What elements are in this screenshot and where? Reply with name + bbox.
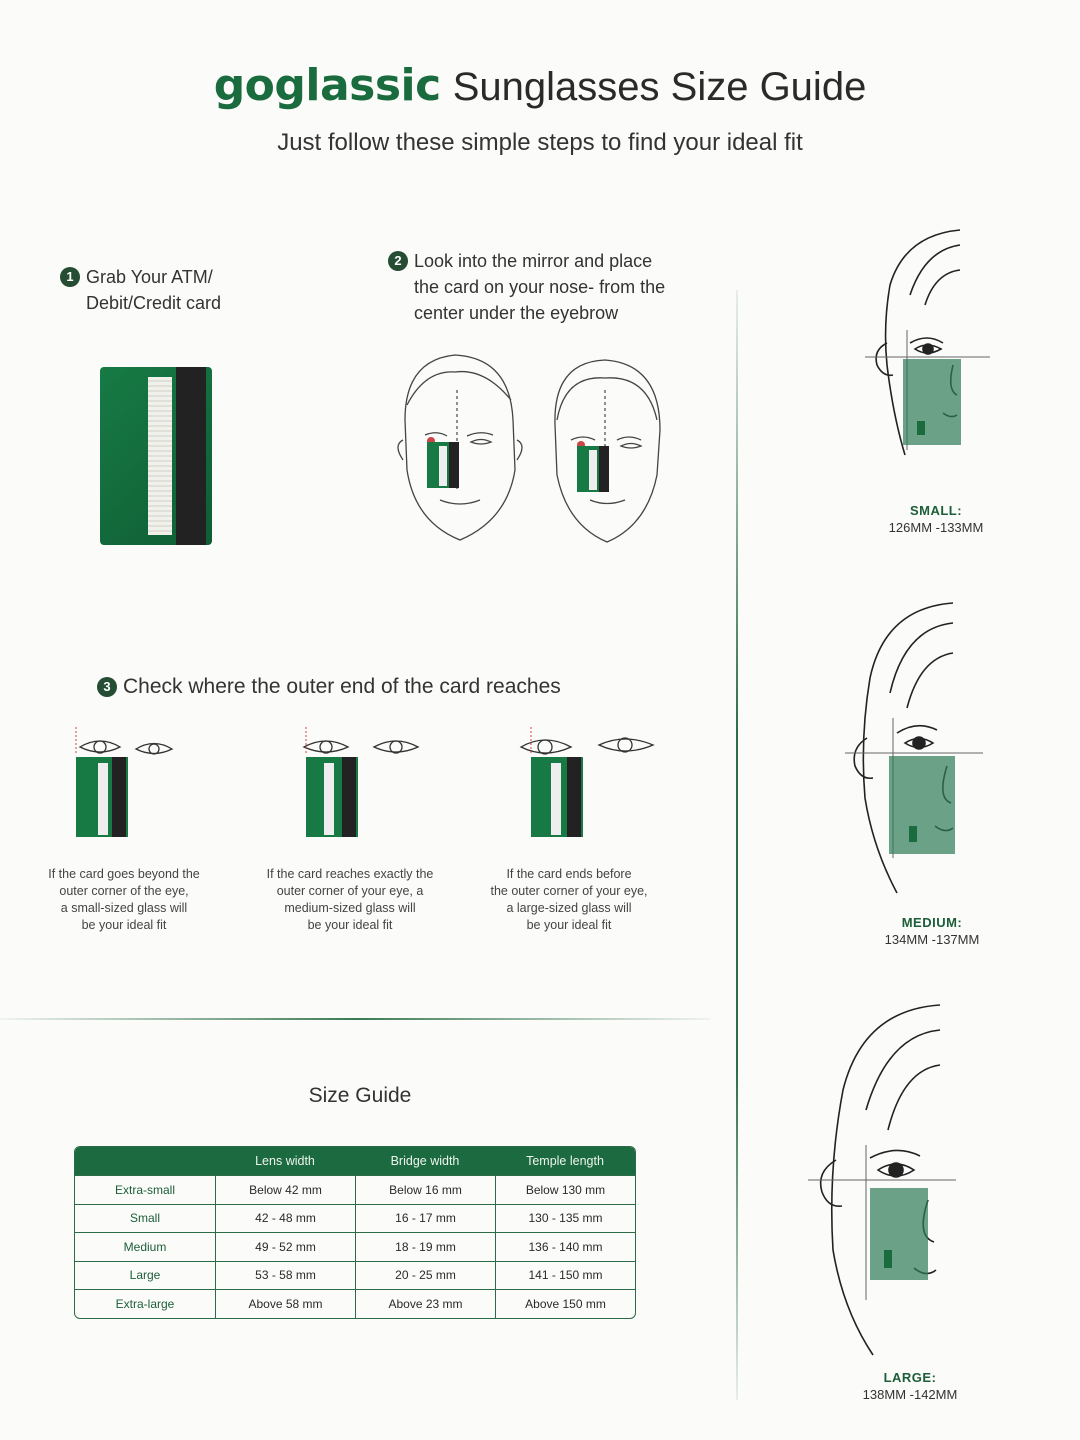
caption-medium-line-3: medium-sized glass will — [284, 901, 416, 915]
face-profile-small-illustration — [865, 225, 995, 465]
table-cell: 130 - 135 mm — [495, 1204, 635, 1233]
step-1-line-1: Grab Your ATM/ — [86, 267, 213, 287]
page-header — [0, 60, 1080, 157]
table-header-cell — [75, 1147, 215, 1175]
table-cell: 16 - 17 mm — [355, 1204, 495, 1233]
caption-medium-line-1: If the card reaches exactly the — [266, 867, 434, 881]
title-row — [0, 60, 1080, 111]
eye-check-medium-illustration — [290, 725, 430, 845]
table-cell: Small — [75, 1204, 215, 1233]
step-1-instruction — [60, 264, 280, 316]
step-3-number: 3 — [97, 677, 117, 697]
face-label-large — [830, 1370, 990, 1402]
face-size-range: 138MM -142MM — [862, 1387, 958, 1402]
table-cell: 20 - 25 mm — [355, 1261, 495, 1290]
caption-large-line-1: If the card ends before — [506, 867, 632, 881]
page-title: Sunglasses Size Guide — [452, 65, 867, 109]
step-1-line-2: Debit/Credit card — [86, 293, 222, 313]
table-cell: 136 - 140 mm — [495, 1232, 635, 1261]
step-3-line-1: Check where the outer end of the card reaches — [123, 675, 561, 698]
face-label-medium — [852, 915, 1012, 947]
table-row — [75, 1204, 635, 1233]
table-row — [75, 1261, 635, 1290]
table-cell: Extra-large — [75, 1289, 215, 1318]
caption-medium — [250, 866, 450, 934]
face-size-name: SMALL: — [909, 503, 963, 518]
table-row — [75, 1232, 635, 1261]
table-row — [75, 1175, 635, 1204]
table-header-row — [75, 1147, 635, 1175]
brand-logo: goglassic — [213, 60, 441, 111]
table-cell: Large — [75, 1261, 215, 1290]
caption-large-line-4: be your ideal fit — [526, 918, 612, 932]
credit-card-illustration — [100, 367, 212, 545]
table-cell: Above 58 mm — [215, 1289, 355, 1318]
table-cell: 53 - 58 mm — [215, 1261, 355, 1290]
horizontal-divider — [0, 1018, 710, 1020]
step-2-line-3: center under the eyebrow — [414, 303, 619, 323]
caption-medium-line-4: be your ideal fit — [307, 918, 393, 932]
table-cell: Medium — [75, 1232, 215, 1261]
size-guide-table — [74, 1146, 636, 1319]
caption-medium-line-2: outer corner of your eye, a — [276, 884, 424, 898]
eye-check-small-illustration — [60, 725, 190, 845]
face-size-range: 126MM -133MM — [888, 520, 984, 535]
caption-small-line-1: If the card goes beyond the — [48, 867, 200, 881]
caption-small-line-4: be your ideal fit — [81, 918, 167, 932]
table-cell: Extra-small — [75, 1175, 215, 1204]
vertical-divider — [736, 290, 738, 1400]
caption-small-line-2: outer corner of the eye, — [59, 884, 189, 898]
face-size-range: 134MM -137MM — [884, 932, 980, 947]
faces-with-card-illustration — [385, 350, 685, 550]
table-cell: 18 - 19 mm — [355, 1232, 495, 1261]
size-guide-title: Size Guide — [308, 1084, 412, 1107]
step-1-number: 1 — [60, 267, 80, 287]
table-cell: Above 150 mm — [495, 1289, 635, 1318]
face-size-name: LARGE: — [883, 1370, 937, 1385]
caption-small — [24, 866, 224, 934]
step-3-instruction — [97, 674, 697, 700]
caption-large-line-2: the outer corner of your eye, — [490, 884, 648, 898]
table-cell: 42 - 48 mm — [215, 1204, 355, 1233]
table-cell: Below 130 mm — [495, 1175, 635, 1204]
table-cell: Above 23 mm — [355, 1289, 495, 1318]
table-cell: Below 42 mm — [215, 1175, 355, 1204]
step-2-line-1: Look into the mirror and place — [414, 251, 653, 271]
table-header-cell: Bridge width — [355, 1147, 495, 1175]
table-cell: 141 - 150 mm — [495, 1261, 635, 1290]
page-subtitle: Just follow these simple steps to find your ideal fit — [277, 129, 803, 156]
face-profile-medium-illustration — [845, 598, 985, 898]
face-size-name: MEDIUM: — [901, 915, 963, 930]
table-cell: Below 16 mm — [355, 1175, 495, 1204]
step-2-line-2: the card on your nose- from the — [414, 277, 666, 297]
face-label-small — [856, 503, 1016, 535]
table-header-cell: Lens width — [215, 1147, 355, 1175]
table-row — [75, 1289, 635, 1318]
table-cell: 49 - 52 mm — [215, 1232, 355, 1261]
step-2-number: 2 — [388, 251, 408, 271]
face-profile-large-illustration — [808, 1000, 958, 1360]
step-2-instruction — [388, 248, 708, 326]
table-header-cell: Temple length — [495, 1147, 635, 1175]
caption-small-line-3: a small-sized glass will — [60, 901, 188, 915]
caption-large — [469, 866, 669, 934]
caption-large-line-3: a large-sized glass will — [506, 901, 632, 915]
eye-check-large-illustration — [515, 725, 665, 845]
